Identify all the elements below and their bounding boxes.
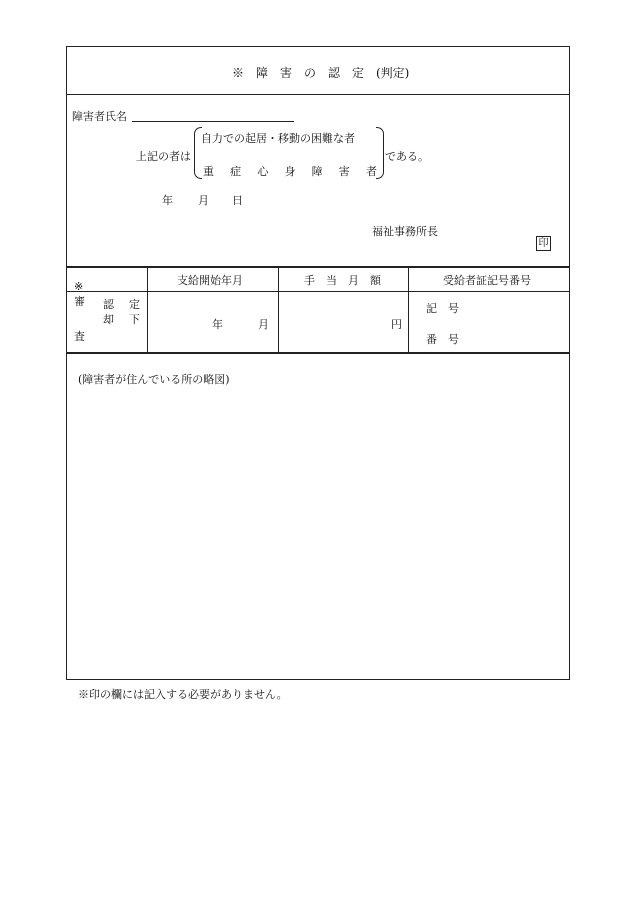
option2-char: 身: [284, 165, 296, 178]
review-nin: 認: [103, 298, 114, 311]
review-col-divider-3: [408, 267, 409, 353]
seal-mark: 印: [536, 236, 551, 251]
bracket-right: [376, 127, 384, 179]
map-label: (障害者が住んでいる所の略図): [78, 373, 230, 386]
divider-title: [67, 94, 569, 95]
header-start-month: 支給開始年月: [177, 274, 243, 287]
review-sa: 査: [74, 330, 85, 343]
option2-char: 症: [230, 165, 242, 178]
statement-option-2: [203, 163, 377, 179]
date-month: 月: [198, 194, 209, 207]
review-shin: 審: [74, 295, 85, 308]
review-col-divider-1: [147, 267, 148, 353]
amount-unit: 円: [391, 318, 402, 331]
start-year-unit: 年: [212, 318, 223, 331]
review-header-divider: [67, 291, 569, 292]
review-tei: 定: [129, 298, 140, 311]
review-mark: ※: [74, 280, 84, 293]
option2-char: 心: [257, 165, 269, 178]
divider-map-top: [67, 352, 569, 354]
review-ka: 下: [129, 313, 140, 326]
certificate-number-label: 番 号: [426, 333, 459, 346]
name-underline: [132, 121, 294, 122]
office-head: 福祉事務所長: [372, 225, 438, 238]
option2-char: 害: [338, 165, 350, 178]
start-month-unit: 月: [258, 318, 269, 331]
statement-option-1: 自力での起居・移動の困難な者: [201, 132, 355, 145]
statement-prefix: 上記の者は: [136, 150, 191, 163]
date-day: 日: [232, 194, 243, 207]
divider-review-top: [67, 266, 569, 268]
header-certificate-number: 受給者証記号番号: [443, 274, 531, 287]
option2-char: 者: [365, 165, 377, 178]
name-label: 障害者氏名: [72, 110, 127, 123]
form-frame: [66, 46, 570, 680]
review-kyaku: 却: [103, 313, 114, 326]
form-title: ※ 障 害 の 認 定 (判定): [232, 66, 410, 80]
option2-char: 重: [203, 165, 214, 178]
date-year: 年: [162, 194, 173, 207]
option2-char: 障: [311, 165, 323, 178]
footnote: ※印の欄には記入する必要がありません。: [78, 688, 288, 701]
statement-suffix: である。: [385, 150, 429, 163]
review-col-divider-2: [278, 267, 279, 353]
header-monthly-amount: 手 当 月 額: [304, 274, 381, 287]
certificate-symbol-label: 記 号: [426, 302, 459, 315]
